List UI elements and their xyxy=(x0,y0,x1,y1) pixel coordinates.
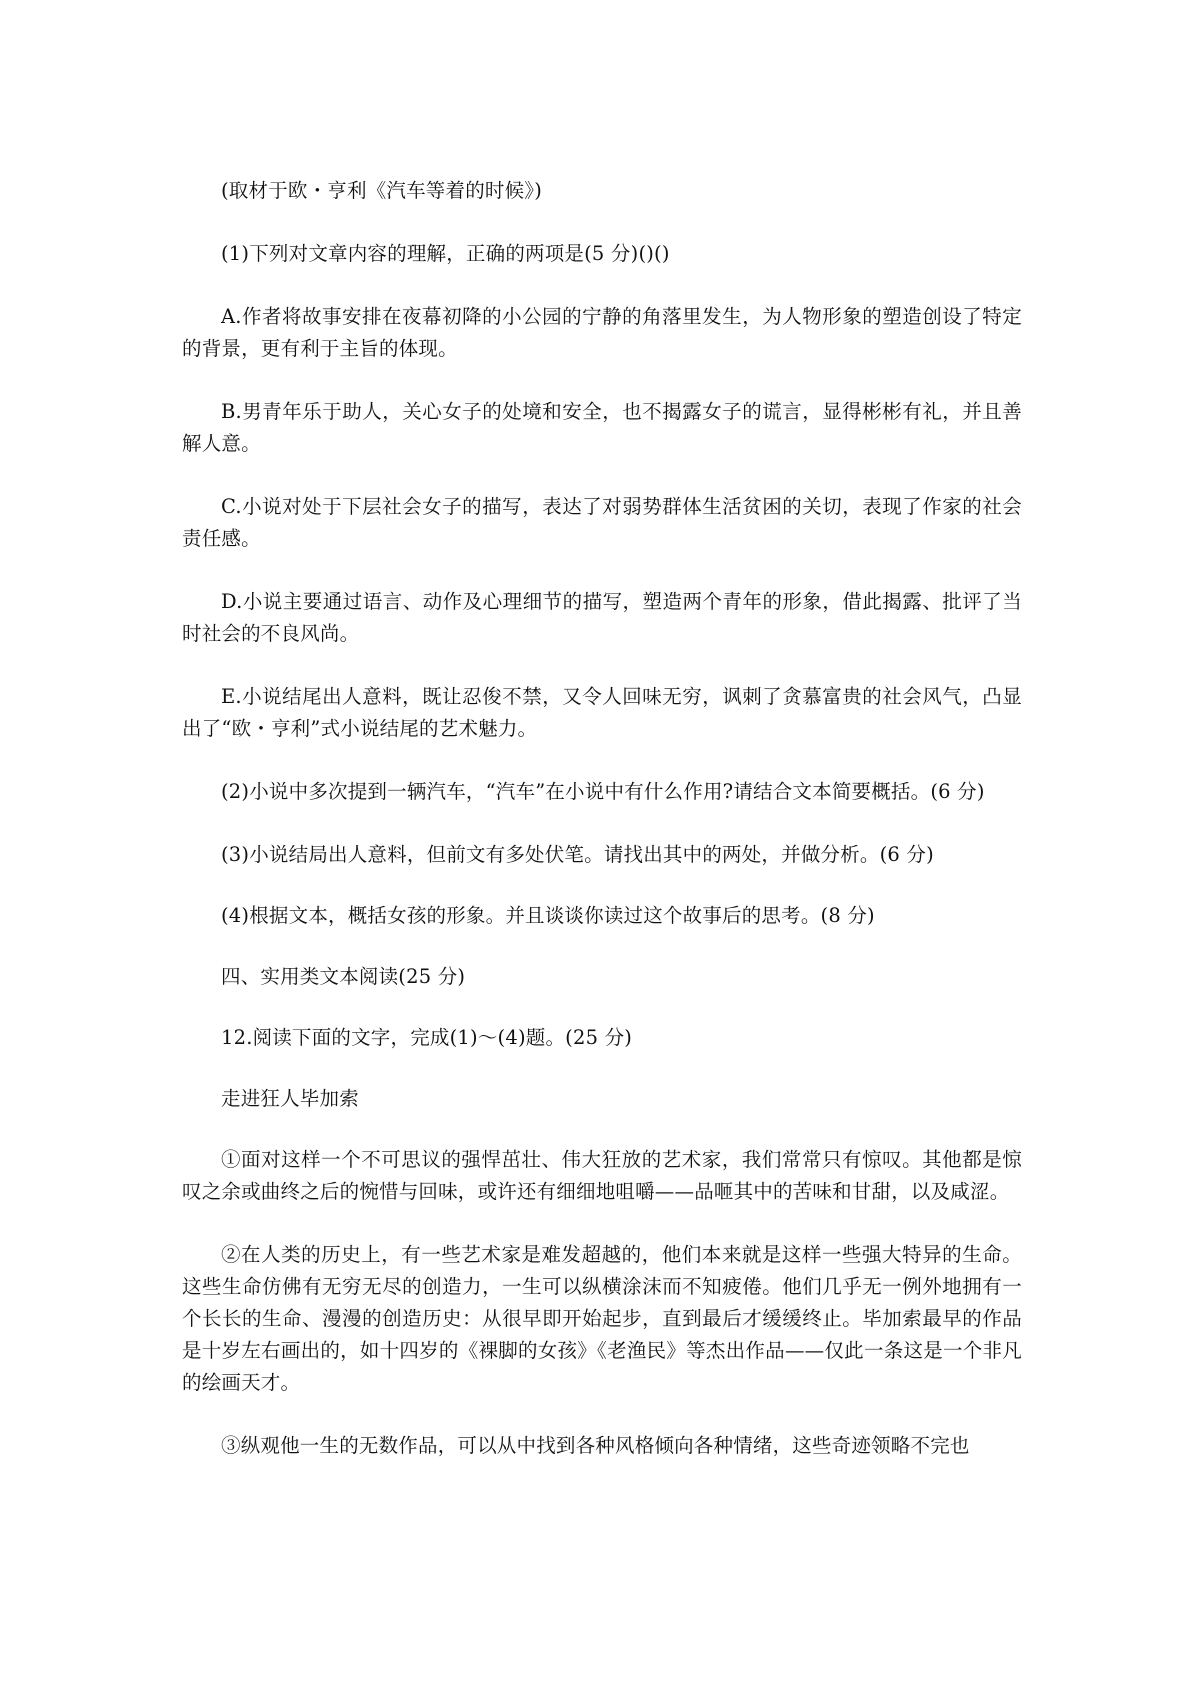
article-title: 走进狂人毕加索 xyxy=(221,1087,359,1110)
article-paragraph-2: ②在人类的历史上，有一些艺术家是难发超越的，他们本来就是这样一些强大特异的生命。这些生命仿佛有无穷无尽的创造力，一生可以纵横涂沫而不知疲倦。他们几乎无一例外地拥有一个长长的生命、漫漫的创造历史：从很早即开始起步，直到最后才缓缓终止。毕加索最早的作品是十岁左右画出的，如十四岁的《裸脚的女孩》《老渔民》等杰出作品——仅此一条这是一个非凡的绘画天才。 xyxy=(182,1243,1022,1394)
question-2: (2)小说中多次提到一辆汽车，“汽车”在小说中有什么作用?请结合文本简要概括。(6 分) xyxy=(221,780,985,803)
question-1: (1)下列对文章内容的理解，正确的两项是(5 分)()() xyxy=(221,242,670,265)
document-body xyxy=(182,175,1022,1493)
source-note: (取材于欧・亨利《汽车等着的时候》) xyxy=(221,179,543,202)
reading-instruction: 12.阅读下面的文字，完成(1)～(4)题。(25 分) xyxy=(221,1026,633,1049)
option-d: D.小说主要通过语言、动作及心理细节的描写，塑造两个青年的形象，借此揭露、批评了当时社会的不良风尚。 xyxy=(182,590,1022,645)
section-heading: 四、实用类文本阅读(25 分) xyxy=(221,965,466,988)
question-3: (3)小说结局出人意料，但前文有多处伏笔。请找出其中的两处，并做分析。(6 分) xyxy=(221,843,934,866)
article-paragraph-3: ③纵观他一生的无数作品，可以从中找到各种风格倾向各种情绪，这些奇迹领略不完也 xyxy=(221,1434,970,1457)
option-c: C.小说对处于下层社会女子的描写，表达了对弱势群体生活贫困的关切，表现了作家的社会责任感。 xyxy=(182,495,1022,550)
article-paragraph-1: ①面对这样一个不可思议的强悍茁壮、伟大狂放的艺术家，我们常常只有惊叹。其他都是惊叹之余或曲终之后的惋惜与回味，或许还有细细地咀嚼——品咂其中的苦味和甘甜，以及咸涩。 xyxy=(182,1148,1022,1203)
option-a: A.作者将故事安排在夜幕初降的小公园的宁静的角落里发生，为人物形象的塑造创设了特定的背景，更有利于主旨的体现。 xyxy=(182,305,1022,360)
option-e: E.小说结尾出人意料，既让忍俊不禁，又令人回味无穷，讽刺了贪慕富贵的社会风气，凸显出了“欧・亨利”式小说结尾的艺术魅力。 xyxy=(182,685,1022,740)
option-b: B.男青年乐于助人，关心女子的处境和安全，也不揭露女子的谎言，显得彬彬有礼，并且善解人意。 xyxy=(182,400,1022,455)
question-4: (4)根据文本，概括女孩的形象。并且谈谈你读过这个故事后的思考。(8 分) xyxy=(221,904,875,927)
